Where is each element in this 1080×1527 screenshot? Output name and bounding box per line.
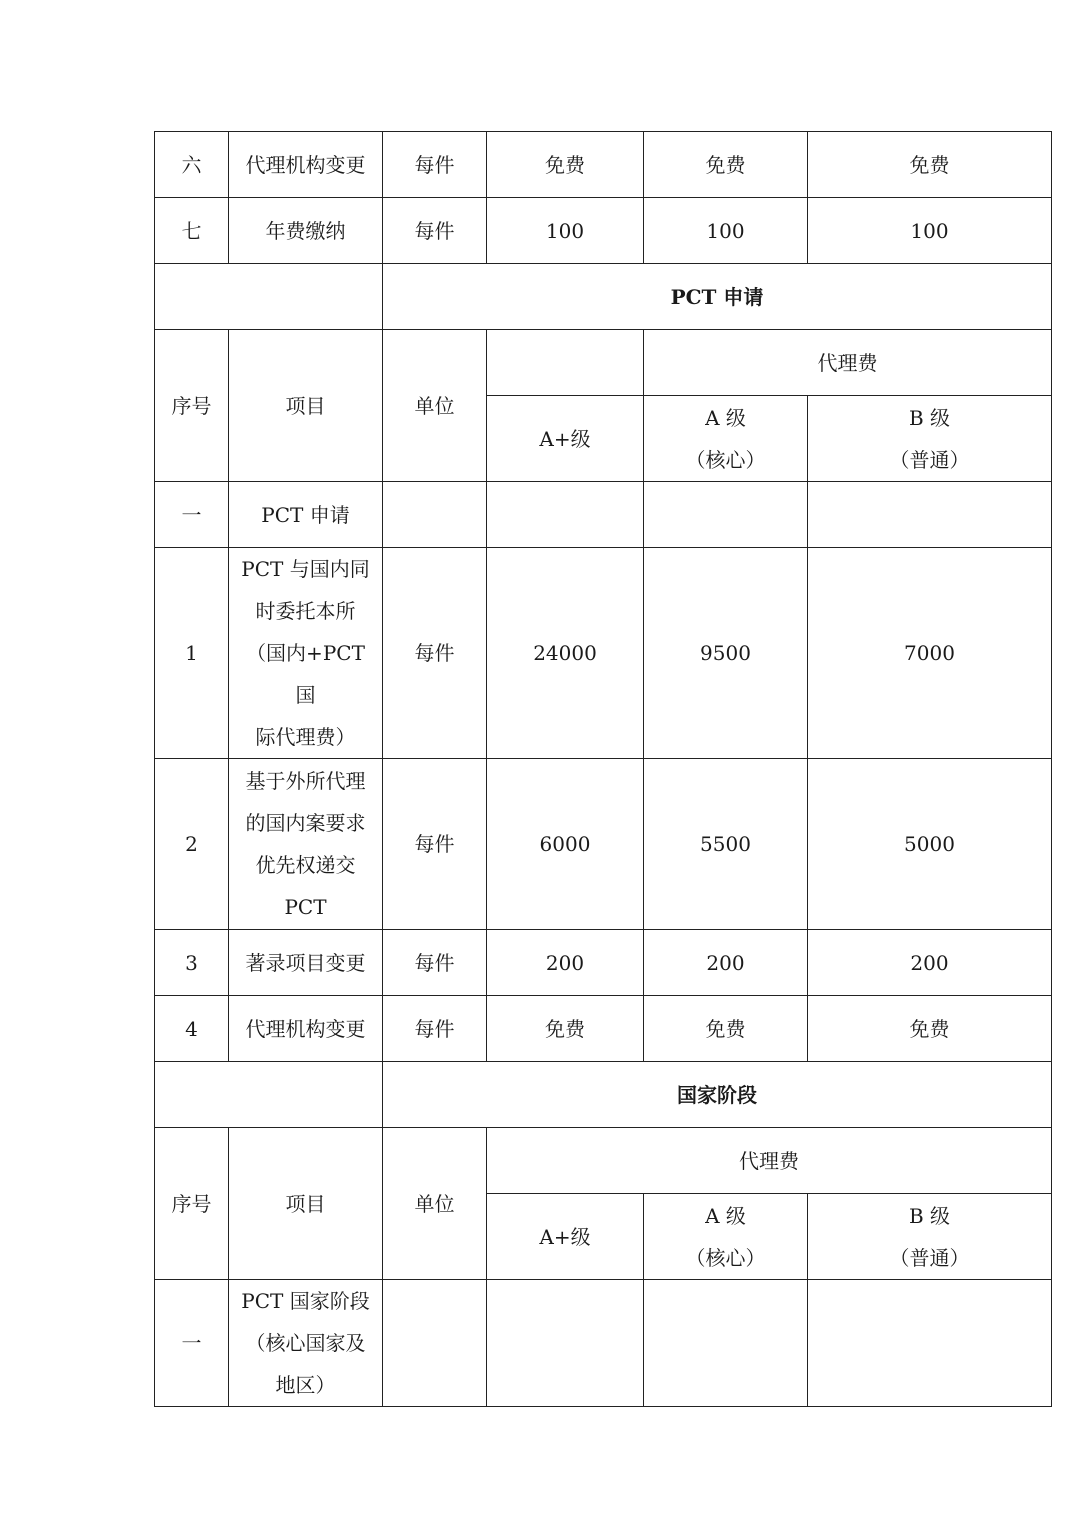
header-a-level-line1: A 级 — [705, 405, 746, 430]
header-item: 项目 — [229, 1128, 383, 1280]
section-title-blank — [155, 264, 383, 330]
row-number: 1 — [155, 548, 229, 759]
header-unit: 单位 — [383, 1128, 487, 1280]
header-a-level-line2: （核心） — [685, 1245, 766, 1270]
row-number: 一 — [155, 1280, 229, 1407]
header-item: 项目 — [229, 330, 383, 482]
row-item — [229, 1280, 383, 1407]
header-a-level-line2: （核心） — [685, 447, 766, 472]
row-fee-b: 7000 — [808, 548, 1052, 759]
header-a-level-line1: A 级 — [705, 1203, 746, 1228]
row-fee-a-plus: 免费 — [487, 132, 644, 198]
row-unit: 每件 — [383, 759, 487, 930]
header-row — [155, 1128, 1052, 1194]
header-a-plus: A+级 — [487, 396, 644, 482]
header-row — [155, 330, 1052, 396]
header-a-level — [644, 396, 808, 482]
header-blank — [487, 330, 644, 396]
table-row — [155, 548, 1052, 759]
row-item-line: PCT 国家阶段 — [241, 1289, 370, 1313]
row-item: 年费缴纳 — [229, 198, 383, 264]
category-row — [155, 482, 1052, 548]
row-unit: 每件 — [383, 996, 487, 1062]
table-row — [155, 996, 1052, 1062]
row-fee-a-plus: 200 — [487, 930, 644, 996]
section-title-row — [155, 264, 1052, 330]
row-fee-a: 免费 — [644, 132, 808, 198]
row-item-line: 基于外所代理 — [245, 769, 366, 793]
row-number: 2 — [155, 759, 229, 930]
header-a-level — [644, 1194, 808, 1280]
row-fee-a-plus: 100 — [487, 198, 644, 264]
row-number: 七 — [155, 198, 229, 264]
category-row — [155, 1280, 1052, 1407]
row-fee-b: 100 — [808, 198, 1052, 264]
header-no: 序号 — [155, 330, 229, 482]
section-title-pct: PCT 申请 — [383, 264, 1052, 330]
header-b-level-line1: B 级 — [908, 1203, 951, 1228]
row-fee-a-plus: 6000 — [487, 759, 644, 930]
row-item-line: 际代理费） — [255, 725, 356, 749]
row-fee-a: 9500 — [644, 548, 808, 759]
row-item — [229, 548, 383, 759]
header-no: 序号 — [155, 1128, 229, 1280]
row-unit: 每件 — [383, 132, 487, 198]
row-number: 六 — [155, 132, 229, 198]
header-b-level-line2: （普通） — [889, 1245, 970, 1270]
row-number: 4 — [155, 996, 229, 1062]
header-b-level-line2: （普通） — [889, 447, 970, 472]
row-item: PCT 申请 — [229, 482, 383, 548]
row-unit: 每件 — [383, 198, 487, 264]
row-unit: 每件 — [383, 548, 487, 759]
row-fee-a-plus: 24000 — [487, 548, 644, 759]
row-fee-a: 200 — [644, 930, 808, 996]
row-number: 3 — [155, 930, 229, 996]
row-fee-b: 免费 — [808, 132, 1052, 198]
header-a-plus: A+级 — [487, 1194, 644, 1280]
row-item: 著录项目变更 — [229, 930, 383, 996]
header-b-level — [808, 396, 1052, 482]
table-row — [155, 930, 1052, 996]
row-fee-b: 200 — [808, 930, 1052, 996]
section-title-row — [155, 1062, 1052, 1128]
row-item-line: 的国内案要求 — [245, 811, 366, 835]
table-row — [155, 132, 1052, 198]
row-item-line: PCT — [284, 895, 327, 919]
row-number: 一 — [155, 482, 229, 548]
row-item-line: 优先权递交 — [255, 853, 356, 877]
row-fee-a: 100 — [644, 198, 808, 264]
row-fee-b: 5000 — [808, 759, 1052, 930]
row-fee-a: 免费 — [644, 996, 808, 1062]
row-item — [229, 759, 383, 930]
row-item-line: 地区） — [275, 1373, 336, 1397]
table-row — [155, 759, 1052, 930]
section-title-national: 国家阶段 — [383, 1062, 1052, 1128]
row-unit: 每件 — [383, 930, 487, 996]
row-item: 代理机构变更 — [229, 132, 383, 198]
row-item-line: PCT 与国内同 — [241, 557, 370, 581]
row-fee-a: 5500 — [644, 759, 808, 930]
row-fee-a-plus: 免费 — [487, 996, 644, 1062]
row-fee-b: 免费 — [808, 996, 1052, 1062]
row-item-line: 时委托本所 — [255, 599, 356, 623]
row-item-line: （核心国家及 — [245, 1331, 366, 1355]
header-b-level-line1: B 级 — [908, 405, 951, 430]
header-b-level — [808, 1194, 1052, 1280]
header-fee: 代理费 — [644, 330, 1052, 396]
table-row — [155, 198, 1052, 264]
header-unit: 单位 — [383, 330, 487, 482]
header-fee: 代理费 — [487, 1128, 1052, 1194]
section-title-blank — [155, 1062, 383, 1128]
fee-table — [154, 131, 1052, 1407]
row-item: 代理机构变更 — [229, 996, 383, 1062]
row-item-line: （国内+PCT 国 — [246, 641, 365, 707]
